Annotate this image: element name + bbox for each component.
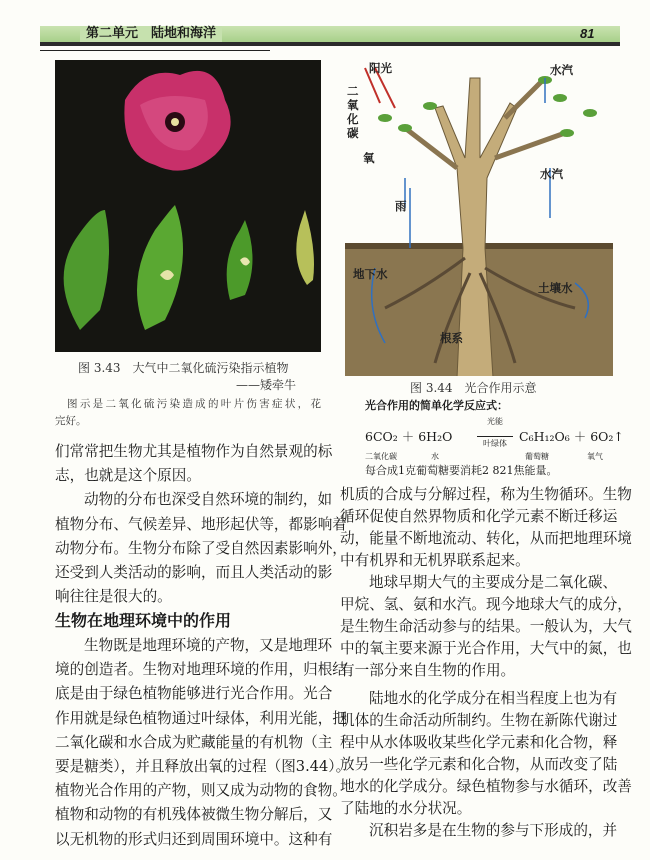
name-co2: 二氧化碳 bbox=[365, 452, 397, 461]
figure-344-caption: 图 3.44 光合作用示意 bbox=[410, 381, 537, 395]
left-column-bottom bbox=[55, 634, 351, 852]
label-soilwater: 土壤水 bbox=[538, 281, 573, 295]
text-line: 有一部分来自生物的作用。 bbox=[340, 662, 516, 679]
figure-343-note bbox=[55, 396, 321, 430]
label-co2 bbox=[347, 84, 359, 140]
page-number: 81 bbox=[580, 26, 595, 41]
text-line: 植物光合作用的产物，则又成为动物的食物。 bbox=[55, 782, 347, 800]
text-line: 以无机物的形式归还到周围环境中。这种有 bbox=[55, 830, 333, 848]
text-line: 植物和动物的有机残体被微生物分解后，又 bbox=[55, 806, 333, 824]
text-line: 动物的分布也深受自然环境的制约，如 bbox=[84, 491, 333, 509]
text-line: 志，也就是这个原因。 bbox=[55, 467, 201, 485]
note-line: 完好。 bbox=[55, 415, 87, 427]
note-line: 图示是二氧化硫污染造成的叶片伤害症状，花 bbox=[67, 398, 321, 410]
label-sunlight: 阳光 bbox=[369, 61, 392, 75]
text-line: 机体的生命活动所制约。生物在新陈代谢过 bbox=[340, 712, 618, 729]
header-subrule bbox=[40, 50, 270, 51]
figure-343-caption: 图 3.43 大气中二氧化硫污染指示植物 bbox=[78, 361, 289, 375]
leaf-4 bbox=[296, 210, 314, 285]
petunia-flower bbox=[124, 71, 230, 171]
energy-note: 每合成1克葡萄糖要消耗2 821焦能量。 bbox=[365, 464, 558, 477]
text-line: 底是由于绿色植物能够进行光合作用。光合 bbox=[55, 685, 333, 703]
text-line: 地水的化学成分。绿色植物参与水循环，改善 bbox=[340, 778, 632, 795]
text-line: 响往往是很大的。 bbox=[55, 588, 172, 606]
leaf-1 bbox=[64, 210, 109, 330]
label-roots: 根系 bbox=[440, 331, 463, 345]
label-vapor-mid: 水汽 bbox=[540, 167, 563, 181]
text-line: 沉积岩多是在生物的参与下形成的，并 bbox=[369, 822, 618, 839]
text-line: 了陆地的水分状况。 bbox=[340, 800, 472, 817]
right-column bbox=[340, 484, 632, 842]
label-groundwater: 地下水 bbox=[353, 267, 388, 281]
text-line: 二 bbox=[347, 84, 359, 98]
header-rule bbox=[40, 42, 620, 46]
leaf-2 bbox=[137, 205, 183, 330]
text-line: 们常常把生物尤其是植物作为自然景观的标 bbox=[55, 443, 333, 460]
text-line: 机质的合成与分解过程，称为生物循环。生物 bbox=[340, 486, 632, 503]
text-line: 中有机界和无机界联系起来。 bbox=[340, 552, 530, 569]
text-line: 二氧化碳和水合成为贮藏能量的有机物（主 bbox=[55, 733, 333, 751]
text-line: 境的创造者。生物对地理环境的作用，归根结 bbox=[55, 661, 347, 679]
label-vapor-top: 水汽 bbox=[550, 63, 573, 77]
name-water: 水 bbox=[431, 452, 439, 461]
text-line: 是生物生命活动参与的结果。一般认为，大气 bbox=[340, 618, 632, 635]
petunia-photo bbox=[55, 60, 321, 352]
formula-rhs: C₆H₁₂O₆ ＋ 6O₂↑ bbox=[519, 429, 624, 444]
text-line: 碳 bbox=[347, 126, 359, 140]
text-line: 甲烷、氢、氨和水汽。现今地球大气的成分， bbox=[340, 596, 632, 613]
reaction-arrow bbox=[477, 436, 513, 437]
text-line: 作用就是绿色植物通过叶绿体，利用光能，把 bbox=[55, 709, 347, 727]
text-line: 循环促使自然界物质和化学元素不断迁移运 bbox=[340, 508, 618, 525]
text-line: 程中从水体吸收某些化学元素和化合物，释 bbox=[340, 734, 618, 751]
text-line: 陆地水的化学成分在相当程度上也为有 bbox=[369, 690, 618, 707]
section-heading: 生物在地理环境中的作用 bbox=[55, 611, 232, 630]
formula-lhs: 6CO₂ ＋ 6H₂O bbox=[365, 429, 453, 444]
name-oxygen: 氧气 bbox=[587, 452, 603, 461]
text-line: 地球早期大气的主要成分是二氧化碳、 bbox=[369, 574, 618, 591]
text-line: 生物既是地理环境的产物，又是地理环 bbox=[84, 637, 333, 654]
arrow-top-label: 光能 bbox=[487, 417, 503, 426]
text-line: 氧 bbox=[347, 98, 359, 112]
text-line: 还受到人类活动的影响，而且人类活动的影 bbox=[55, 564, 333, 582]
figure-343-caption-sub: ——矮牵牛 bbox=[236, 378, 297, 392]
text-line: 要是糖类），并且释放出氧的过程（图3.44）。 bbox=[55, 758, 351, 776]
arrow-bottom-label: 叶绿体 bbox=[483, 439, 507, 448]
formula-intro: 光合作用的简单化学反应式： bbox=[365, 399, 508, 412]
text-line: 植物分布、气候差异、地形起伏等，都影响着 bbox=[55, 515, 347, 533]
text-line: 化 bbox=[347, 112, 359, 126]
unit-title: 第二单元 陆地和海洋 bbox=[80, 26, 222, 42]
text-line: 放另一些化学元素和化合物，从而改变了陆 bbox=[340, 756, 618, 773]
text-line: 中的氧主要来源于光合作用，大气中的氮，也 bbox=[340, 640, 632, 657]
text-line: 动物分布。生物分布除了受自然因素影响外， bbox=[55, 539, 347, 557]
photosynthesis-diagram bbox=[345, 58, 613, 376]
photosynthesis-formula bbox=[365, 399, 627, 479]
label-rain: 雨 bbox=[395, 199, 407, 213]
label-oxygen: 氧 bbox=[363, 151, 375, 165]
text-line: 动，能量不断地流动、转化，从而把地理环境 bbox=[340, 530, 632, 547]
name-glucose: 葡萄糖 bbox=[525, 452, 549, 461]
left-column-top bbox=[55, 440, 347, 609]
